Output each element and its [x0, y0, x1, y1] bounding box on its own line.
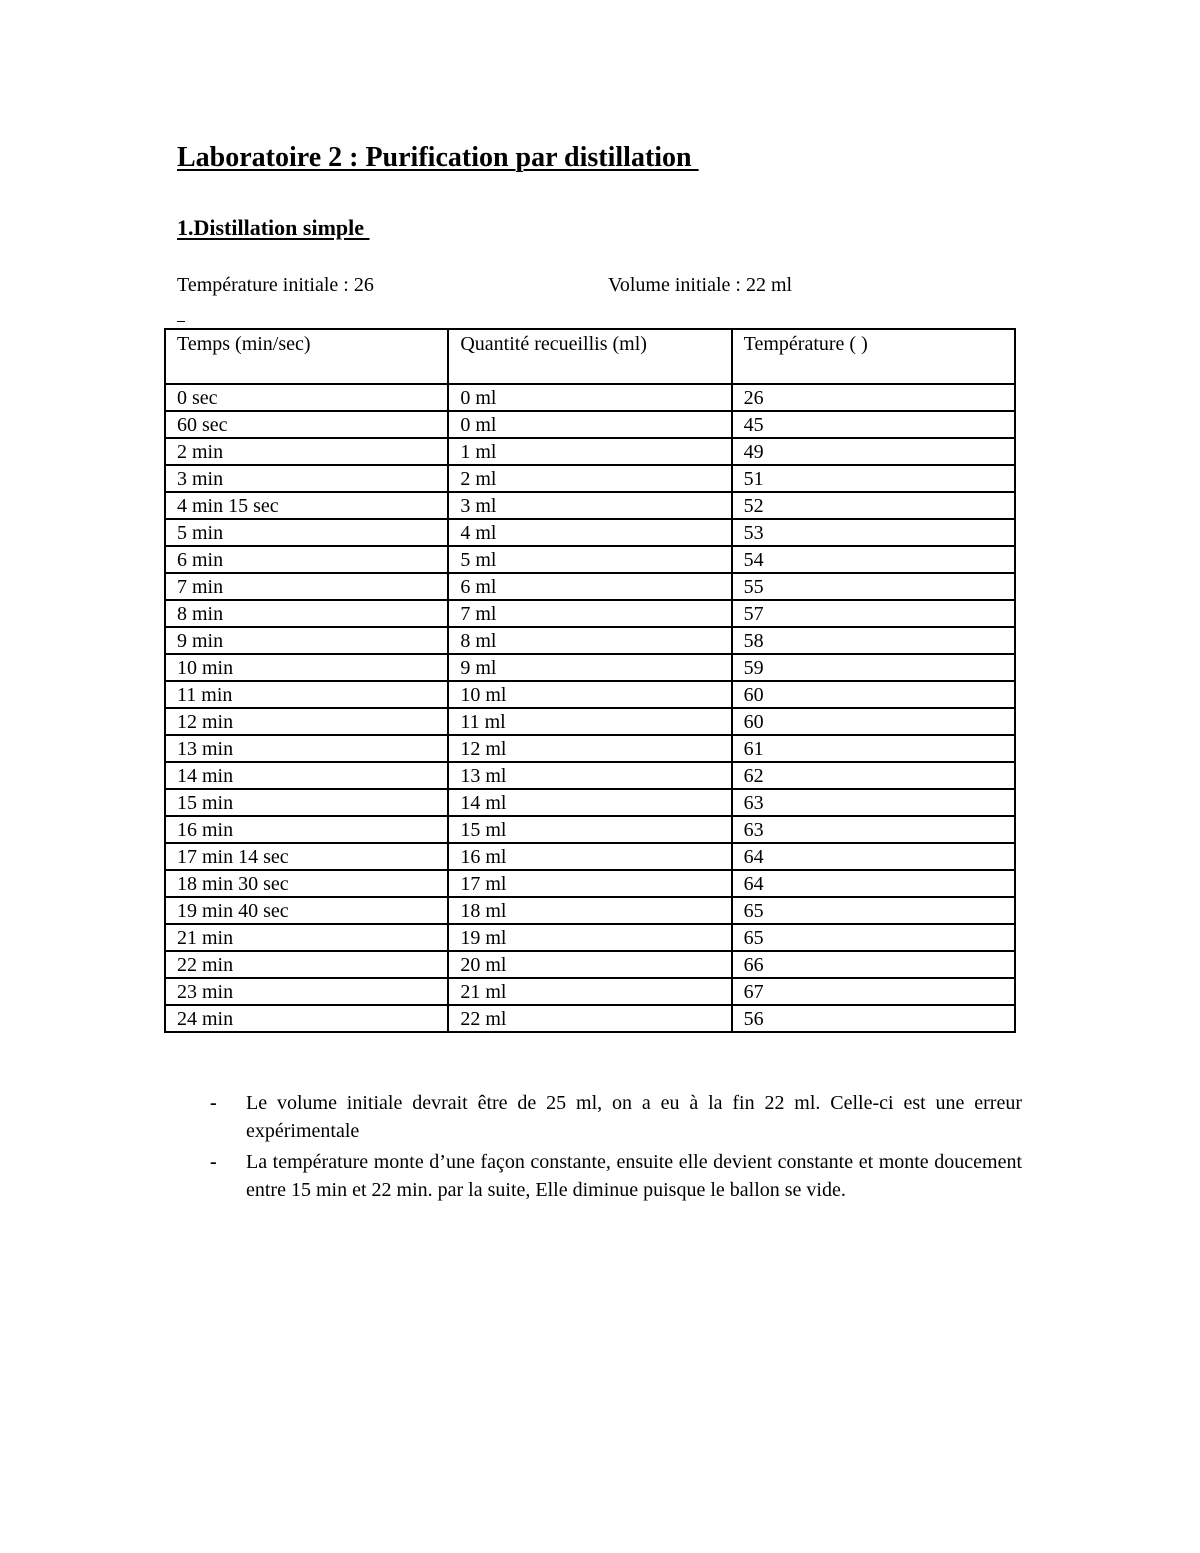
- cell-quantity: 9 ml: [448, 654, 731, 681]
- table-row: [165, 789, 1015, 816]
- cell-quantity: 6 ml: [448, 573, 731, 600]
- cell-time: 17 min 14 sec: [165, 843, 448, 870]
- table-row: [165, 708, 1015, 735]
- cell-time: 3 min: [165, 465, 448, 492]
- table-row: [165, 411, 1015, 438]
- table-row: [165, 735, 1015, 762]
- table-row: [165, 519, 1015, 546]
- cell-temperature: 63: [732, 789, 1015, 816]
- table-row: [165, 465, 1015, 492]
- cell-time: 23 min: [165, 978, 448, 1005]
- table-row: [165, 627, 1015, 654]
- cell-quantity: 8 ml: [448, 627, 731, 654]
- cell-time: 16 min: [165, 816, 448, 843]
- cell-temperature: 51: [732, 465, 1015, 492]
- cell-quantity: 21 ml: [448, 978, 731, 1005]
- cell-temperature: 54: [732, 546, 1015, 573]
- cell-time: 21 min: [165, 924, 448, 951]
- cell-time: 4 min 15 sec: [165, 492, 448, 519]
- table-row: [165, 870, 1015, 897]
- initial-volume: Volume initiale : 22 ml: [608, 274, 793, 296]
- cell-time: 14 min: [165, 762, 448, 789]
- cell-quantity: 17 ml: [448, 870, 731, 897]
- cell-time: 24 min: [165, 1005, 448, 1032]
- cell-time: 12 min: [165, 708, 448, 735]
- stray-mark: [177, 321, 185, 322]
- cell-temperature: 56: [732, 1005, 1015, 1032]
- table-row: [165, 546, 1015, 573]
- distillation-table: [164, 328, 1016, 1033]
- table-row: [165, 573, 1015, 600]
- cell-quantity: 14 ml: [448, 789, 731, 816]
- cell-temperature: 59: [732, 654, 1015, 681]
- table-row: [165, 492, 1015, 519]
- cell-time: 9 min: [165, 627, 448, 654]
- cell-quantity: 18 ml: [448, 897, 731, 924]
- cell-time: 15 min: [165, 789, 448, 816]
- cell-quantity: 10 ml: [448, 681, 731, 708]
- table-row: [165, 924, 1015, 951]
- cell-time: 5 min: [165, 519, 448, 546]
- cell-time: 8 min: [165, 600, 448, 627]
- table-row: [165, 843, 1015, 870]
- list-item: [210, 1089, 1022, 1145]
- cell-quantity: 7 ml: [448, 600, 731, 627]
- cell-temperature: 57: [732, 600, 1015, 627]
- cell-quantity: 19 ml: [448, 924, 731, 951]
- cell-time: 11 min: [165, 681, 448, 708]
- note-text: Le volume initiale devrait être de 25 ml, on a eu à la fin 22 ml. Celle-ci est une erreur expérimentale: [246, 1092, 1022, 1142]
- cell-quantity: 12 ml: [448, 735, 731, 762]
- table-row: [165, 978, 1015, 1005]
- list-item: [210, 1148, 1022, 1204]
- notes-list: [210, 1089, 1022, 1207]
- table-row: [165, 762, 1015, 789]
- cell-temperature: 64: [732, 870, 1015, 897]
- bullet-dash: -: [210, 1092, 217, 1114]
- cell-temperature: 60: [732, 708, 1015, 735]
- cell-time: 19 min 40 sec: [165, 897, 448, 924]
- cell-quantity: 20 ml: [448, 951, 731, 978]
- cell-quantity: 2 ml: [448, 465, 731, 492]
- cell-temperature: 53: [732, 519, 1015, 546]
- page-title: Laboratoire 2 : Purification par distillation: [177, 142, 699, 173]
- cell-temperature: 65: [732, 924, 1015, 951]
- cell-temperature: 26: [732, 384, 1015, 411]
- table-row: [165, 438, 1015, 465]
- table-row: [165, 654, 1015, 681]
- cell-time: 18 min 30 sec: [165, 870, 448, 897]
- table-row: [165, 600, 1015, 627]
- cell-temperature: 45: [732, 411, 1015, 438]
- cell-temperature: 66: [732, 951, 1015, 978]
- cell-temperature: 62: [732, 762, 1015, 789]
- cell-time: 2 min: [165, 438, 448, 465]
- header-quantity: Quantité recueillis (ml): [448, 329, 731, 384]
- cell-temperature: 60: [732, 681, 1015, 708]
- cell-quantity: 15 ml: [448, 816, 731, 843]
- cell-time: 0 sec: [165, 384, 448, 411]
- table-row: [165, 951, 1015, 978]
- cell-temperature: 58: [732, 627, 1015, 654]
- cell-temperature: 61: [732, 735, 1015, 762]
- table-row: [165, 681, 1015, 708]
- bullet-dash: -: [210, 1151, 217, 1173]
- table-body: [165, 384, 1015, 1032]
- section-title: 1.Distillation simple: [177, 215, 370, 240]
- cell-time: 60 sec: [165, 411, 448, 438]
- cell-quantity: 0 ml: [448, 411, 731, 438]
- cell-temperature: 67: [732, 978, 1015, 1005]
- cell-time: 13 min: [165, 735, 448, 762]
- cell-quantity: 22 ml: [448, 1005, 731, 1032]
- cell-temperature: 55: [732, 573, 1015, 600]
- table-row: [165, 384, 1015, 411]
- initial-temperature: Température initiale : 26: [177, 274, 374, 296]
- table-row: [165, 897, 1015, 924]
- header-temperature: Température ( ): [732, 329, 1015, 384]
- table-row: [165, 1005, 1015, 1032]
- cell-quantity: 16 ml: [448, 843, 731, 870]
- cell-quantity: 11 ml: [448, 708, 731, 735]
- table-header-row: [165, 329, 1015, 384]
- cell-quantity: 0 ml: [448, 384, 731, 411]
- cell-quantity: 13 ml: [448, 762, 731, 789]
- cell-quantity: 1 ml: [448, 438, 731, 465]
- cell-quantity: 4 ml: [448, 519, 731, 546]
- cell-temperature: 63: [732, 816, 1015, 843]
- cell-time: 22 min: [165, 951, 448, 978]
- cell-time: 6 min: [165, 546, 448, 573]
- cell-quantity: 5 ml: [448, 546, 731, 573]
- note-text: La température monte d’une façon constante, ensuite elle devient constante et monte doucement entre 15 min et 22 min. par la suite, Elle diminue puisque le ballon se vide.: [246, 1151, 1022, 1201]
- cell-temperature: 65: [732, 897, 1015, 924]
- table-row: [165, 816, 1015, 843]
- cell-temperature: 64: [732, 843, 1015, 870]
- header-time: Temps (min/sec): [165, 329, 448, 384]
- cell-time: 7 min: [165, 573, 448, 600]
- cell-temperature: 52: [732, 492, 1015, 519]
- cell-temperature: 49: [732, 438, 1015, 465]
- cell-quantity: 3 ml: [448, 492, 731, 519]
- cell-time: 10 min: [165, 654, 448, 681]
